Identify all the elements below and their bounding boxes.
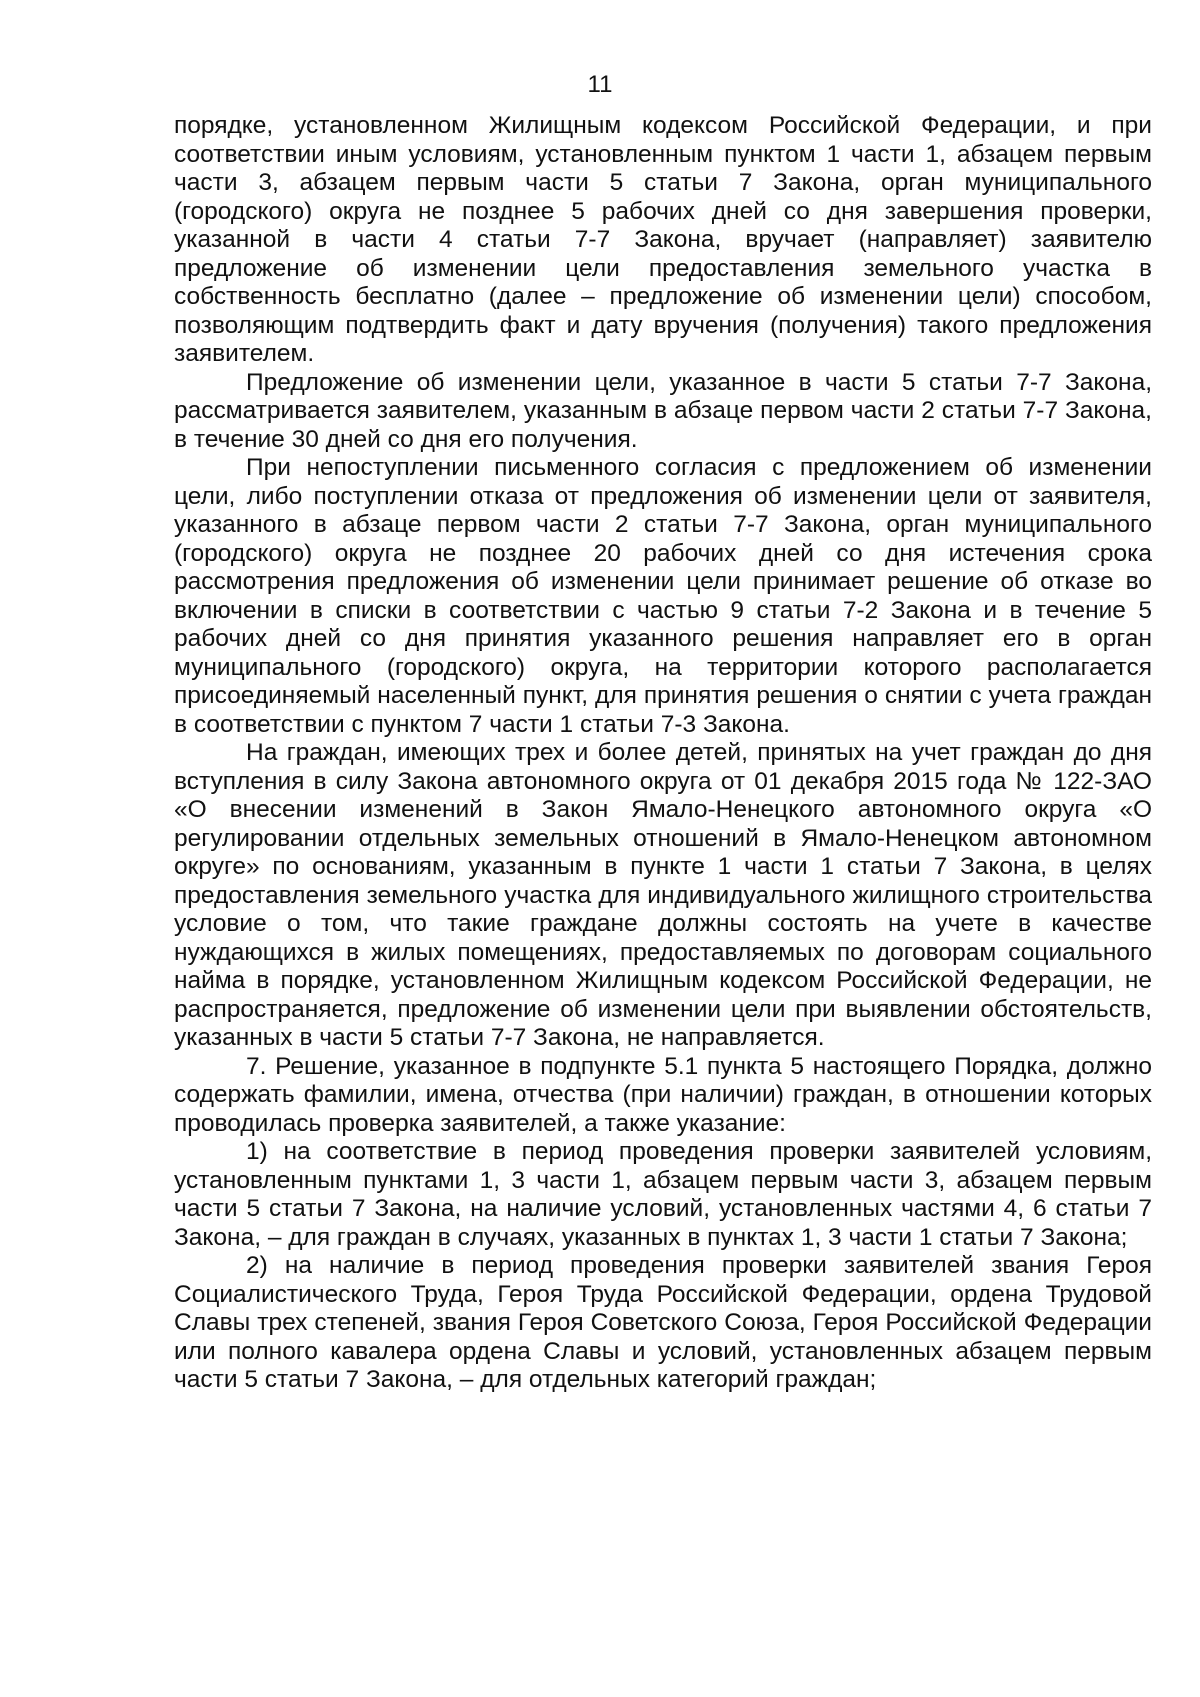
page-number: 11: [587, 71, 613, 98]
paragraph-offer-review-period: Предложение об изменении цели, указанное в части 5 статьи 7-7 Закона, рассматривается заявителем, указанным в абзаце первом части 2 статьи 7-7 Закона, в течение 30 дней со дня его получения.: [174, 368, 1152, 453]
paragraph-item-7: 7. Решение, указанное в подпункте 5.1 пункта 5 настоящего Порядка, должно содержать фамилии, имена, отчества (при наличии) граждан, в отношении которых проводилась проверка заявителей, а также указание:: [174, 1052, 1152, 1137]
paragraph-subitem-1: 1) на соответствие в период проведения проверки заявителей условиям, установленным пунктами 1, 3 части 1, абзацем первым части 3, абзацем первым части 5 статьи 7 Закона, на наличие условий, установленных частями 4, 6 статьи 7 Закона, – для граждан в случаях, указанных в пунктах 1, 3 части 1 статьи 7 Закона;: [174, 1138, 1152, 1251]
paragraph-continuation: порядке, установленном Жилищным кодексом Российской Федерации, и при соответствии иным условиям, установленным пунктом 1 части 1, абзацем первым части 3, абзацем первым части 5 статьи 7 Закона, орган муниципального (городского) округа не позднее 5 рабочих дней со дня завершения проверки, указанной в части 4 статьи 7-7 Закона, вручает (направляет) заявителю предложение об изменении цели предоставления земельного участка в собственность бесплатно (далее – предложение об изменении цели) способом, позволяющим подтвердить факт и дату вручения (получения) такого предложения заявителем.: [174, 112, 1152, 367]
paragraph-refusal-decision: При непоступлении письменного согласия с предложением об изменении цели, либо поступлении отказа от предложения об изменении цели от заявителя, указанного в абзаце первом части 2 статьи 7-7 Закона, орган муниципального (городского) округа не позднее 20 рабочих дней со дня истечения срока рассмотрения предложения об изменении цели принимает решение об отказе во включении в списки в соответствии с частью 9 статьи 7-2 Закона и в течение 5 рабочих дней со дня принятия указанного решения направляет его в орган муниципального (городского) округа, на территории которого располагается присоединяемый населенный пункт, для принятия решения о снятии с учета граждан в соответствии с пунктом 7 части 1 статьи 7-3 Закона.: [174, 454, 1152, 738]
paragraph-subitem-2: 2) на наличие в период проведения проверки заявителей звания Героя Социалистического Труда, Героя Труда Российской Федерации, ордена Трудовой Славы трех степеней, звания Героя Советского Союза, Героя Российской Федерации или полного кавалера ордена Славы и условий, установленных абзацем первым части 5 статьи 7 Закона, – для отдельных категорий граждан;: [174, 1252, 1152, 1393]
document-body: [174, 112, 1152, 1395]
paragraph-large-families: На граждан, имеющих трех и более детей, принятых на учет граждан до дня вступления в силу Закона автономного округа от 01 декабря 2015 года № 122-ЗАО «О внесении изменений в Закон Ямало-Ненецкого автономного округа «О регулировании отдельных земельных отношений в Ямало-Ненецком автономном округе» по основаниям, указанным в пункте 1 части 1 статьи 7 Закона, в целях предоставления земельного участка для индивидуального жилищного строительства условие о том, что такие граждане должны состоять на учете в качестве нуждающихся в жилых помещениях, предоставляемых по договорам социального найма в порядке, установленном Жилищным кодексом Российской Федерации, не распространяется, предложение об изменении цели при выявлении обстоятельств, указанных в части 5 статьи 7-7 Закона, не направляется.: [174, 739, 1152, 1051]
